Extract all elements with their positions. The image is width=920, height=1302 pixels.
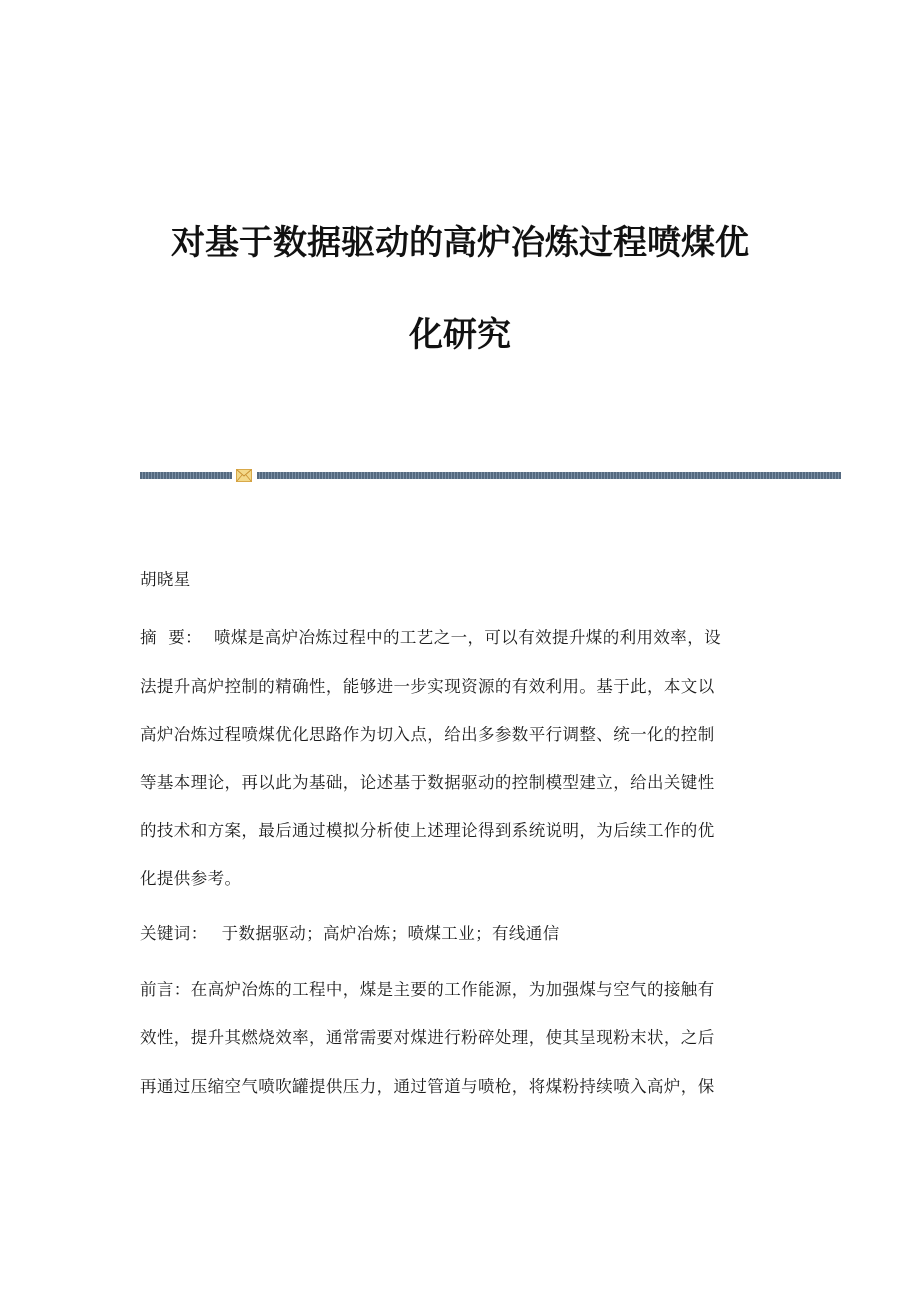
- keywords-label: 关键词：: [140, 924, 208, 943]
- abstract-line-6: 化提供参考。: [140, 869, 242, 888]
- intro-line-1: 前言：在高炉冶炼的工程中，煤是主要的工作能源，为加强煤与空气的接触有: [140, 980, 715, 999]
- keywords-line: [140, 922, 780, 946]
- intro-line-3: 再通过压缩空气喷吹罐提供压力，通过管道与喷枪，将煤粉持续喷入高炉，保: [140, 1077, 715, 1096]
- title-divider: [140, 469, 841, 483]
- keywords-text: 于数据驱动；高炉冶炼；喷煤工业；有线通信: [221, 924, 560, 943]
- abstract-line-4: 等基本理论，再以此为基础，论述基于数据驱动的控制模型建立，给出关键性: [140, 773, 715, 792]
- abstract-label: 摘 要：: [140, 628, 202, 647]
- abstract-line-2: 法提升高炉控制的精确性，能够进一步实现资源的有效利用。基于此，本文以: [140, 677, 715, 696]
- abstract-line-1: [140, 626, 780, 650]
- document-title-line-2: 化研究: [409, 315, 511, 355]
- abstract-line-3: 高炉冶炼过程喷煤优化思路作为切入点，给出多参数平行调整、统一化的控制: [140, 725, 715, 744]
- intro-line-2: 效性，提升其燃烧效率，通常需要对煤进行粉碎处理，使其呈现粉末状，之后: [140, 1028, 715, 1047]
- document-title-line-1: 对基于数据驱动的高炉冶炼过程喷煤优: [171, 223, 749, 263]
- envelope-icon: [236, 469, 252, 482]
- divider-bar-left: [140, 472, 232, 479]
- author-name: 胡晓星: [140, 570, 191, 589]
- abstract-text-1: 喷煤是高炉冶炼过程中的工艺之一，可以有效提升煤的利用效率，设: [214, 628, 721, 647]
- abstract-line-5: 的技术和方案，最后通过模拟分析使上述理论得到系统说明，为后续工作的优: [140, 821, 715, 840]
- divider-bar-right: [257, 472, 841, 479]
